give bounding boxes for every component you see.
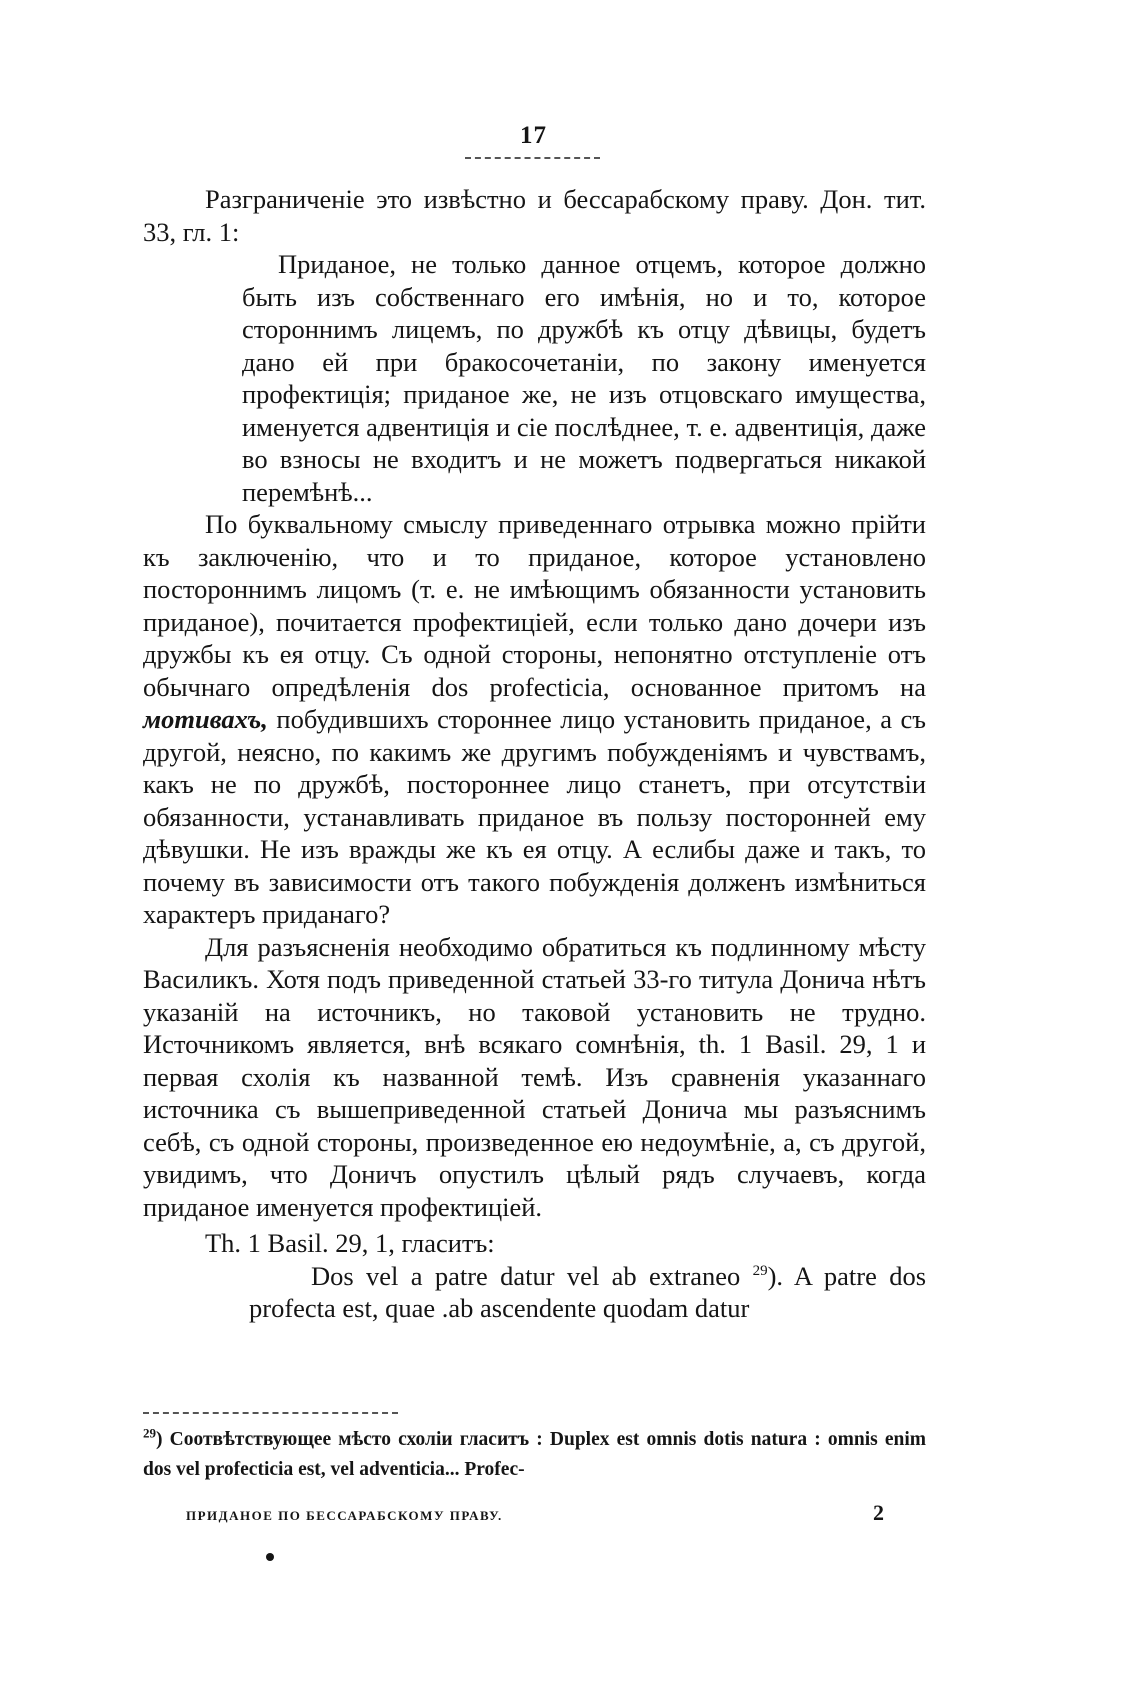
paragraph-2-text-b: побудившихъ стороннее лицо установить приданое, а съ другой, неясно, по какимъ же другимъ побужденіямъ и чувствамъ, какъ не по дружбѣ, постороннее лицо станетъ, при отсутствіи обязанности, устанавливать приданое въ пользу посторонней ему дѣвушки. Не изъ вражды же къ ея отцу. А еслибы даже и такъ, то почему въ зависимости отъ такого побужденія долженъ измѣниться характеръ приданаго? [143,704,927,929]
running-title: ПРИДАНОЕ ПО БЕССАРАБСКОМУ ПРАВУ. [186,1508,503,1523]
quote-donich: Приданое, не только данное отцемъ, которое должно быть изъ собственнаго его имѣнія, но и то, которое стороннимъ лицемъ, по дружбѣ къ отцу дѣвицы, будетъ дано ей при бракосочетаніи, по закону именуется профектиція; приданое же, не изъ отцовскаго имущества, именуется адвентиція и сіе послѣднее, т. е. адвентиція, даже во взносы не входитъ и не можетъ подвергаться никакой перемѣнѣ... [242,249,926,507]
footnote-mark: 29 [143,1425,156,1441]
paragraph-2 [143,508,926,931]
paragraph-2-emphasis: мотивахъ, [143,704,268,734]
ink-dot [266,1553,274,1561]
quote-basilica [249,1260,926,1325]
paragraph-2-text-a: По буквальному смыслу приведеннаго отрывка можно прійти къ заключенію, что и то приданое, которое установлено постороннимъ лицомъ (т. е. не имѣющимъ обязанности установить приданое), почитается профектиціей, если только дано дочери изъ дружбы къ ея отцу. Съ одной стороны, непонятно отступленіе отъ обычнаго опредѣленія dos profecticia, основанное притомъ на [143,509,926,702]
page-number-rule [465,157,600,159]
signature-mark: 2 [873,1500,884,1525]
page-number: 17 [520,122,547,149]
paragraph-4: Th. 1 Basil. 29, 1, гласитъ: [205,1228,495,1258]
paragraph-1: Разграниченіе это извѣстно и бессарабскому праву. Дон. тит. 33, гл. 1: [143,184,926,247]
main-text [143,183,926,1325]
quote-basilica-text-a: Dos vel a patre datur vel ab extraneo [311,1260,741,1291]
quote-basilica-text-b: ). A patre dos profecta est, quae .ab ascendente quodam datur [249,1260,927,1323]
footnote-text: ) Соотвѣтствующее мѣсто схоліи гласитъ : Duplex est omnis dotis natura : omnis enim dos vel profecticia est, vel adventicia... Profec- [143,1429,926,1480]
footnote-reference: 29 [752,1262,768,1279]
footnote [143,1425,926,1485]
paragraph-3: Для разъясненія необходимо обратиться къ подлинному мѣсту Василикъ. Хотя подъ приведенной статьей 33-го титула Донича нѣтъ указаній на источникъ, но таковой установить не трудно. Источникомъ является, внѣ всякаго сомнѣнія, th. 1 Basil. 29, 1 и первая схолія къ названной темѣ. Изъ сравненія указаннаго источника съ вышеприведенной статьей Донича мы разъяснимъ себѣ, съ одной стороны, произведенное ею недоумѣніе, а, съ другой, увидимъ, что Доничъ опустилъ цѣлый рядъ случаевъ, когда приданое именуется профектиціей. [143,931,926,1222]
footnote-rule [143,1412,398,1414]
